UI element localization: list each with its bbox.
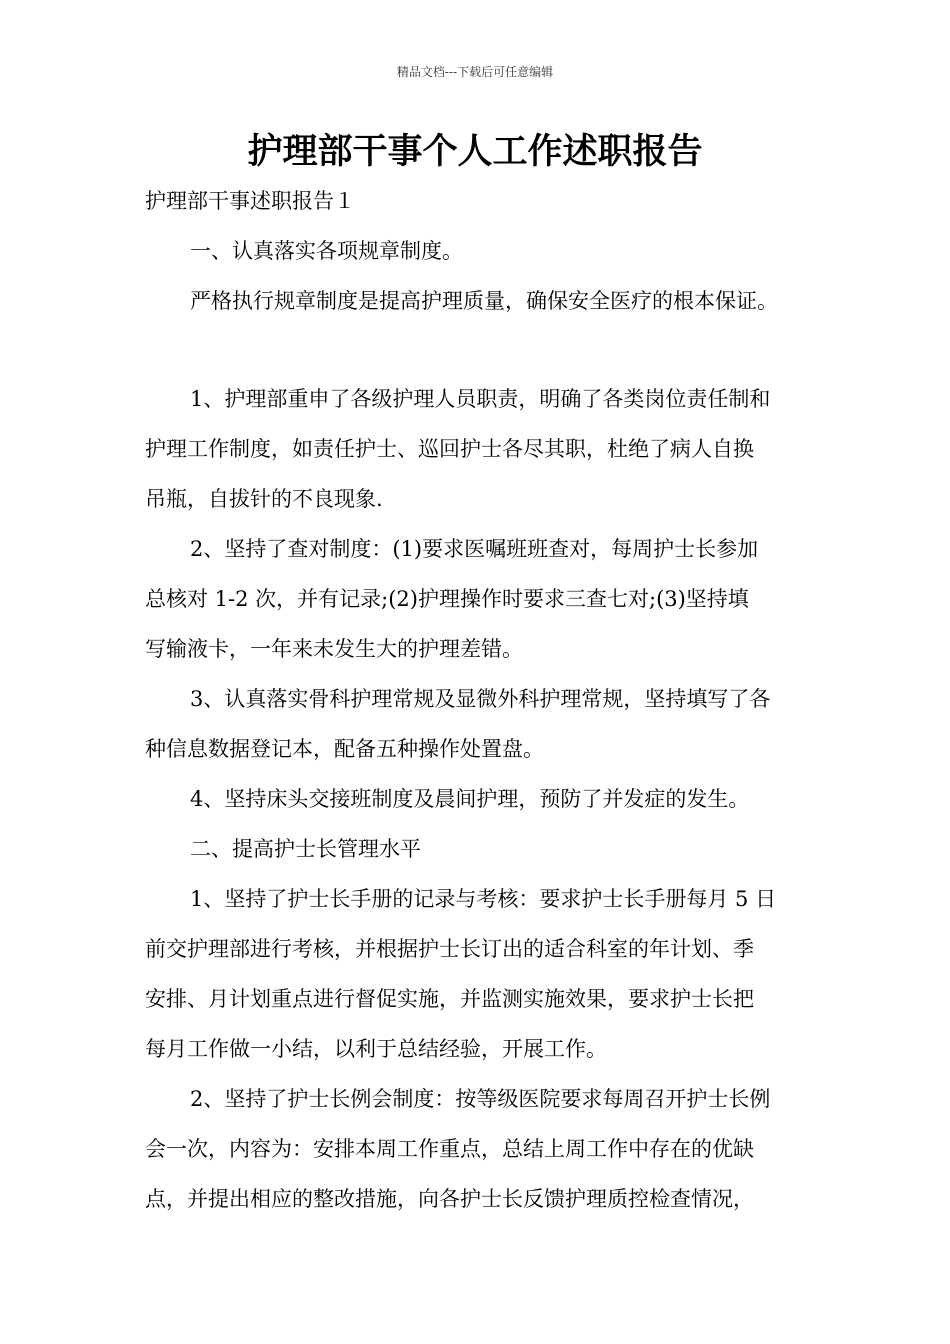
paragraph-line: 2、坚持了查对制度：(1)要求医嘱班班查对，每周护士长参加 xyxy=(190,537,759,561)
paragraph-line: 1、护理部重申了各级护理人员职责，明确了各类岗位责任制和 xyxy=(190,387,771,411)
paragraph-line: 3、认真落实骨科护理常规及显微外科护理常规，坚持填写了各 xyxy=(190,687,771,711)
paragraph-line: 护理工作制度，如责任护士、巡回护士各尽其职，杜绝了病人自换 xyxy=(145,437,754,461)
paragraph-line: 前交护理部进行考核，并根据护士长订出的适合科室的年计划、季 xyxy=(145,937,754,961)
paragraph-line: 每月工作做一小结，以利于总结经验，开展工作。 xyxy=(145,1037,607,1061)
paragraph-line: 写输液卡，一年来未发生大的护理差错。 xyxy=(145,637,523,661)
section-heading: 一、认真落实各项规章制度。 xyxy=(190,239,463,263)
page-header-note: 精品文档---下载后可任意编辑 xyxy=(396,65,554,79)
paragraph-line: 会一次，内容为：安排本周工作重点，总结上周工作中存在的优缺 xyxy=(145,1137,754,1161)
document-title: 护理部干事个人工作述职报告 xyxy=(247,132,703,172)
paragraph-line: 吊瓶，自拔针的不良现象. xyxy=(145,487,383,511)
paragraph-line: 安排、月计划重点进行督促实施，并监测实施效果，要求护士长把 xyxy=(145,987,754,1011)
paragraph-line: 2、坚持了护士长例会制度：按等级医院要求每周召开护士长例 xyxy=(190,1087,771,1111)
section-heading: 二、提高护士长管理水平 xyxy=(190,837,421,861)
paragraph-line: 严格执行规章制度是提高护理质量，确保安全医疗的根本保证。 xyxy=(190,289,778,313)
subtitle-line: 护理部干事述职报告１ xyxy=(145,189,355,213)
paragraph-line: 点，并提出相应的整改措施，向各护士长反馈护理质控检查情况， xyxy=(145,1187,754,1211)
paragraph-line: 种信息数据登记本，配备五种操作处置盘。 xyxy=(145,737,544,761)
paragraph-line: 总核对 1-2 次，并有记录;(2)护理操作时要求三查七对;(3)坚持填 xyxy=(145,587,749,611)
paragraph-line: 4、坚持床头交接班制度及晨间护理，预防了并发症的发生。 xyxy=(190,787,750,811)
paragraph-line: 1、坚持了护士长手册的记录与考核：要求护士长手册每月 5 日 xyxy=(190,887,777,911)
